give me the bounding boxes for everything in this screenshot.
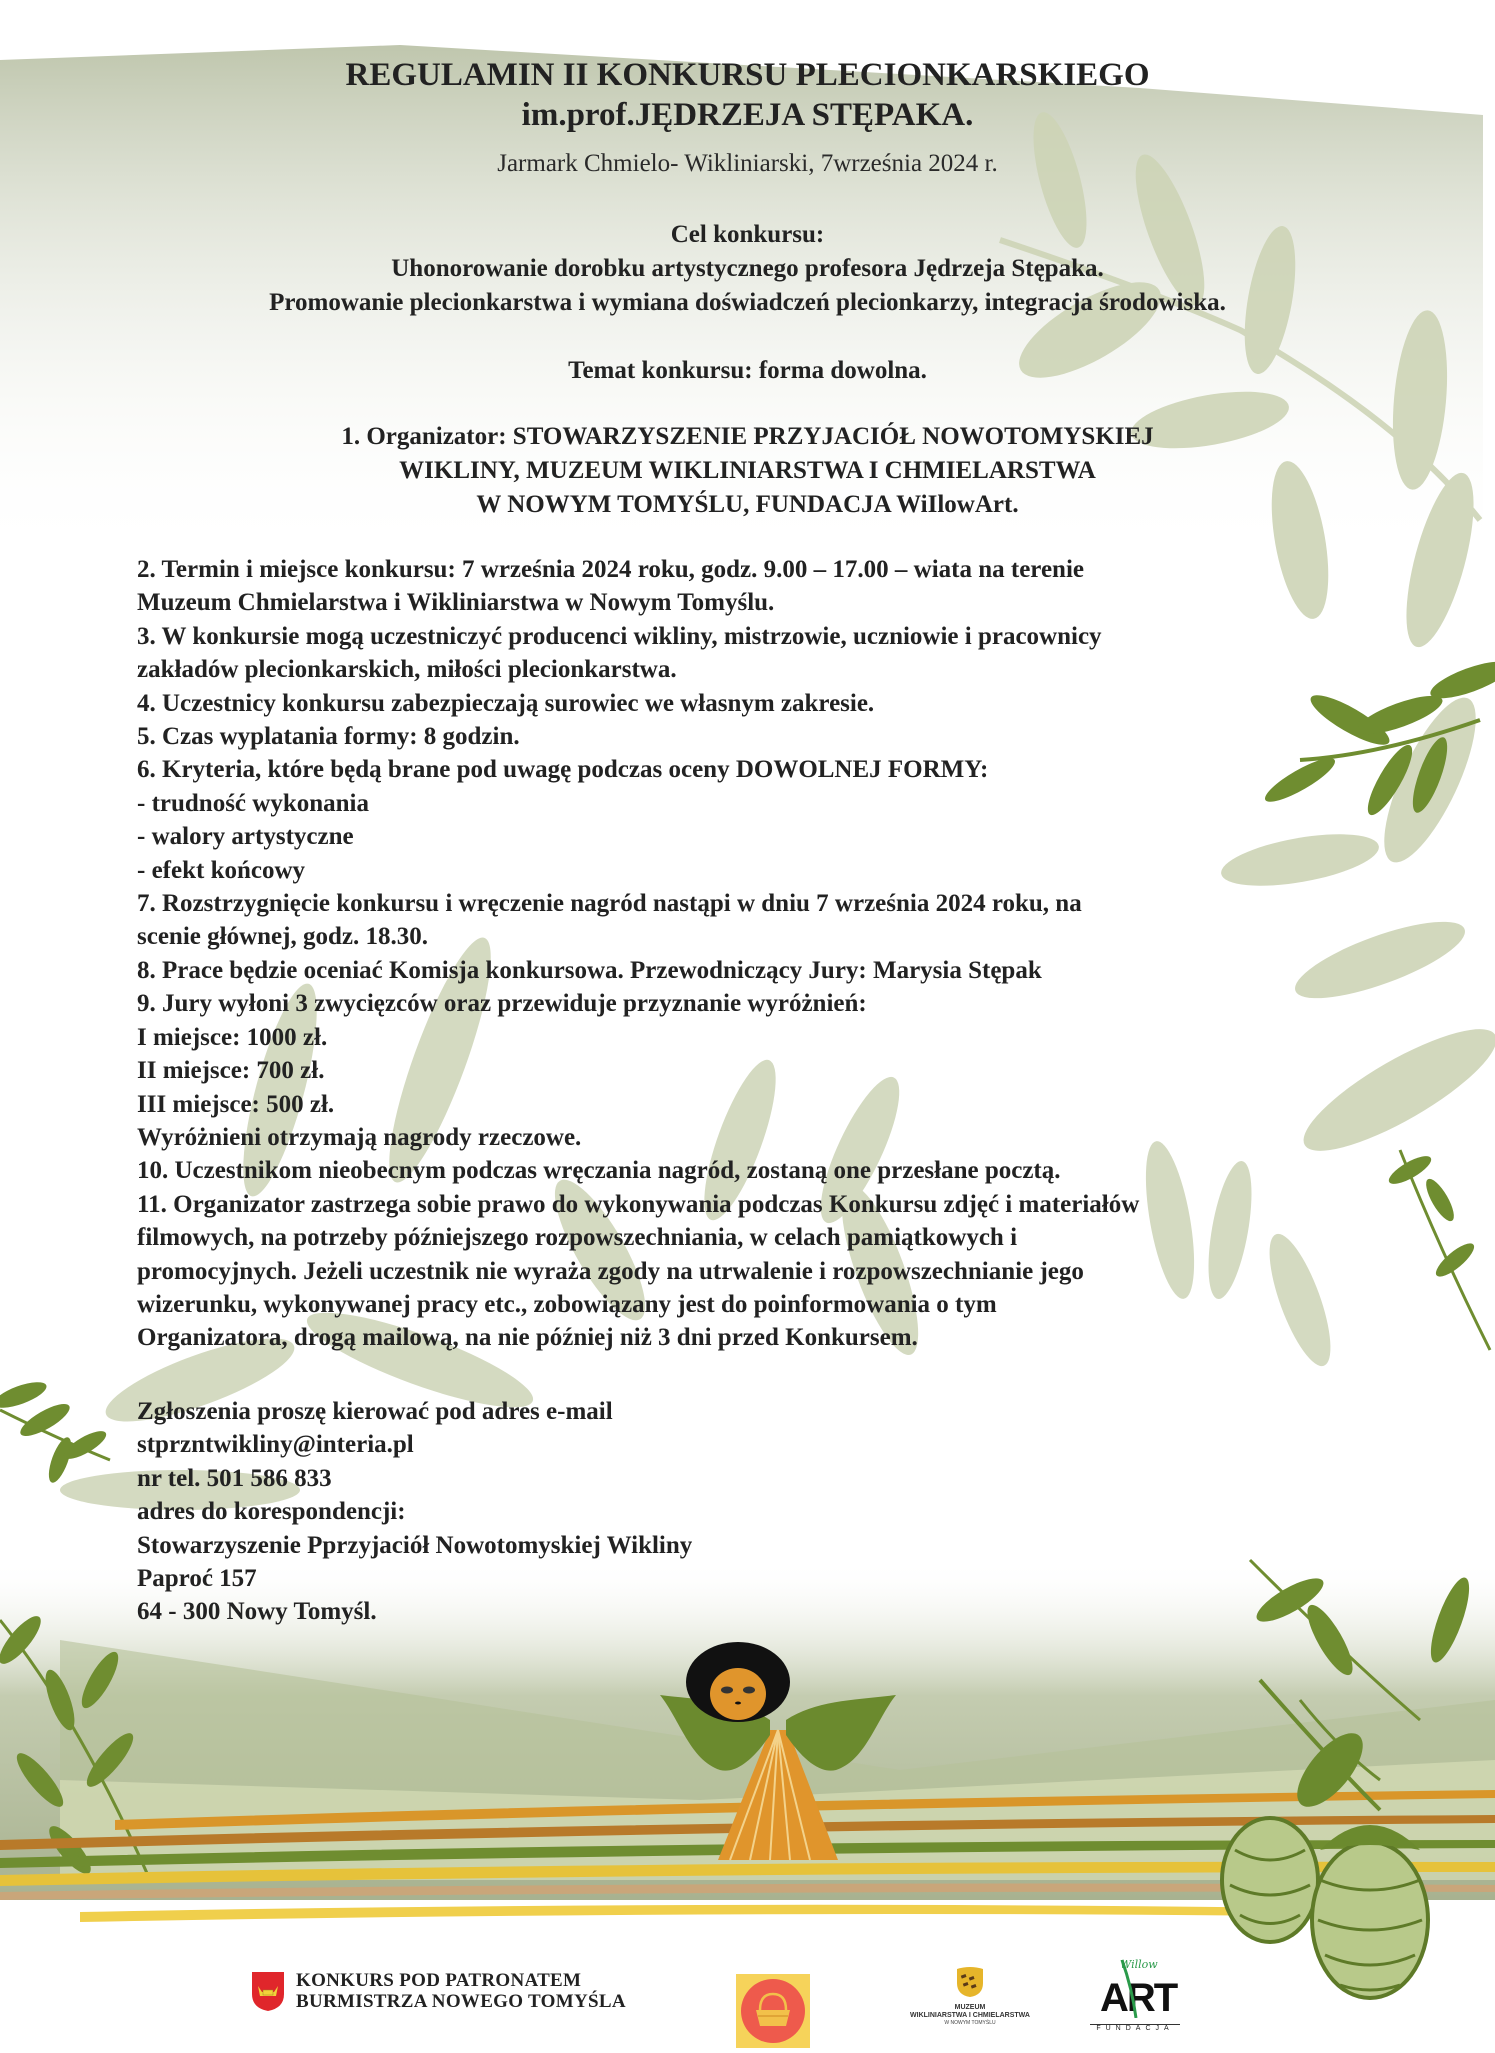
goal-heading: Cel konkursu: xyxy=(670,221,825,248)
rule-line: filmowych, na potrzeby późniejszego rozpowszechniania, w celach pamiątkowych i xyxy=(137,1224,1018,1252)
address-street: Paproć 157 xyxy=(137,1565,257,1593)
rule-line: Muzeum Chmielarstwa i Wikliniarstwa w Nowym Tomyślu. xyxy=(137,589,775,617)
foundation-label: FUNDACJA xyxy=(1090,2024,1180,2032)
address-city: 64 - 300 Nowy Tomyśl. xyxy=(137,1598,377,1626)
document-title-honoree: im.prof.JĘDRZEJA STĘPAKA. xyxy=(521,97,974,133)
rules-list xyxy=(137,553,1387,1355)
address-name: Stowarzyszenie Pprzyjaciół Nowotomyskiej Wikliny xyxy=(137,1531,693,1559)
contest-theme: Temat konkursu: forma dowolna. xyxy=(568,357,927,384)
prize-item: III miejsce: 500 zł. xyxy=(137,1090,335,1118)
rule-line: zakładów plecionkarskich, miłości plecionkarstwa. xyxy=(137,656,677,684)
patron-line: KONKURS POD PATRONATEM xyxy=(296,1970,582,1991)
organizer-line: 1. Organizator: STOWARZYSZENIE PRZYJACIÓŁ NOWOTOMYSKIEJ xyxy=(341,423,1154,450)
rule-line: Organizatora, drogą mailową, na nie później niż 3 dni przed Konkursem. xyxy=(137,1324,918,1352)
contact-intro: Zgłoszenia proszę kierować pod adres e-mail xyxy=(137,1398,613,1425)
sponsor-footer xyxy=(0,1950,1495,2048)
museum-name: MUZEUM xyxy=(954,2004,986,2011)
rule-line: promocyjnych. Jeżeli uczestnik nie wyraża zgody na utrwalenie i rozpowszechnianie jego xyxy=(137,1257,1084,1285)
rule-line: Wyróżnieni otrzymają nagrody rzeczowe. xyxy=(137,1123,582,1151)
willow-script: Willow xyxy=(1120,1958,1158,1971)
rule-line: 7. Rozstrzygnięcie konkursu i wręczenie nagród nastąpi w dniu 7 września 2024 roku, na xyxy=(137,890,1082,918)
rule-line: 2. Termin i miejsce konkursu: 7 września 2024 roku, godz. 9.00 – 17.00 – wiata na terenie xyxy=(137,556,1084,583)
rule-line: 5. Czas wyplatania formy: 8 godzin. xyxy=(137,723,520,751)
criteria-item: - trudność wykonania xyxy=(137,789,369,817)
rule-line: 9. Jury wyłoni 3 zwycięzców oraz przewiduje przyznanie wyróżnień: xyxy=(137,990,867,1018)
rule-line: 10. Uczestnikom nieobecnym podczas wręczania nagród, zostaną one przesłane pocztą. xyxy=(137,1157,1061,1185)
organizer-line: W NOWYM TOMYŚLU, FUNDACJA WiIlowArt. xyxy=(476,491,1019,518)
goal-line: Uhonorowanie dorobku artystycznego profesora Jędrzeja Stępaka. xyxy=(391,255,1104,282)
museum-name: WIKLINIARSTWA I CHMIELARSTWA xyxy=(910,2012,1030,2019)
contact-email-link[interactable]: stprzntwikliny@interia.pl xyxy=(137,1431,414,1459)
art-wordmark: ART xyxy=(1100,1976,1177,2020)
address-label: adres do korespondencji: xyxy=(137,1498,406,1526)
rule-line: 6. Kryteria, które będą brane pod uwagę podczas oceny DOWOLNEJ FORMY: xyxy=(137,756,989,784)
organizer-line: WIKLINY, MUZEUM WIKLINIARSTWA I CHMIELARSTWA xyxy=(399,457,1096,484)
patron-logo xyxy=(250,1970,626,2012)
rule-line: scenie głównej, godz. 18.30. xyxy=(137,923,428,951)
rule-line: 11. Organizator zastrzega sobie prawo do wykonywania podczas Konkursu zdjęć i materiałów xyxy=(137,1190,1140,1218)
rule-line: 3. W konkursie mogą uczestniczyć producenci wikliny, mistrzowie, uczniowie i pracownicy xyxy=(137,622,1102,650)
museum-emblem-icon xyxy=(953,1965,987,1999)
museum-location: W NOWYM TOMYŚLU xyxy=(944,2020,996,2026)
criteria-item: - walory artystyczne xyxy=(137,823,354,851)
document-title: REGULAMIN II KONKURSU PLECIONKARSKIEGO xyxy=(345,57,1150,93)
basket-icon xyxy=(736,1974,810,2048)
patron-line: BURMISTRZA NOWEGO TOMYŚLA xyxy=(296,1991,626,2012)
basket-logo xyxy=(736,1974,810,2048)
prize-item: I miejsce: 1000 zł. xyxy=(137,1023,328,1051)
contact-phone: nr tel. 501 586 833 xyxy=(137,1464,332,1492)
rule-line: 4. Uczestnicy konkursu zabezpieczają surowiec we własnym zakresie. xyxy=(137,689,875,717)
event-subtitle: Jarmark Chmielo- Wikliniarski, 7września 2024 r. xyxy=(497,150,998,177)
willow-stroke-icon xyxy=(1120,1958,1140,2018)
rule-line: 8. Prace będzie oceniać Komisja konkursowa. Przewodniczący Jury: Marysia Stępak xyxy=(137,956,1042,984)
coat-of-arms-icon xyxy=(250,1970,286,2012)
museum-logo xyxy=(900,1965,1040,2026)
contact-info xyxy=(137,1395,692,1629)
prize-item: II miejsce: 700 zł. xyxy=(137,1057,325,1085)
willowart-logo xyxy=(1090,1958,1180,2038)
criteria-item: - efekt końcowy xyxy=(137,856,306,884)
goal-line: Promowanie plecionkarstwa i wymiana doświadczeń plecionkarzy, integracja środowiska. xyxy=(269,289,1226,316)
rule-line: wizerunku, wykonywanej pracy etc., zobowiązany jest do poinformowania o tym xyxy=(137,1290,997,1318)
